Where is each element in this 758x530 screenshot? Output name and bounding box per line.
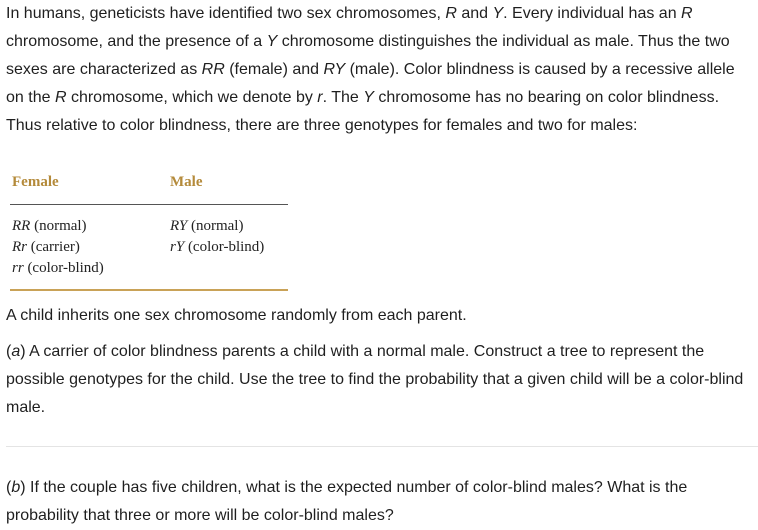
symbol: RY (323, 61, 346, 78)
question-part-a (6, 338, 756, 422)
table-rule-top (10, 204, 288, 205)
text: . Every individual has an (503, 5, 682, 22)
inheritance-statement: A child inherits one sex chromosome randomly from each parent. (6, 307, 467, 324)
text: . The (322, 89, 364, 106)
genotype: RY (170, 218, 188, 234)
text: ) If the couple has five children, what is the expected number of color-blind males? What is the probability that three or more will be color-blind males? (6, 479, 688, 524)
table-rule-bottom (10, 289, 288, 291)
question-part-b (6, 474, 756, 530)
text: (female) and (224, 61, 324, 78)
text: In humans, geneticists have identified two sex chromosomes, (6, 5, 446, 22)
female-genotype-normal (12, 216, 87, 237)
text: chromosome has no bearing on color blindness. Thus relative to color blindness, there are three genotypes for females and two for males: (6, 89, 720, 134)
genotype-label: (color-blind) (184, 239, 265, 255)
symbol: R (681, 5, 693, 22)
symbol: R (445, 5, 457, 22)
genotype-label: (carrier) (27, 239, 80, 255)
text: (male). Color blindness is caused by a recessive allele on the (6, 61, 735, 106)
section-divider (6, 446, 758, 447)
genotype-label: (normal) (187, 218, 244, 234)
text: chromosome, and the presence of a (6, 33, 267, 50)
part-letter: a (11, 343, 21, 360)
genotype: rY (170, 239, 185, 255)
part-letter: b (11, 479, 21, 496)
text: ( (6, 343, 12, 360)
genotype: RR (12, 218, 31, 234)
text: chromosome distinguishes the individual as male. Thus the two sexes are characterized as (6, 33, 730, 78)
symbol: Y (363, 89, 374, 106)
text: chromosome, which we denote by (66, 89, 318, 106)
genotype-label: (color-blind) (23, 260, 104, 276)
text: and (456, 5, 493, 22)
female-header: Female (12, 174, 59, 190)
female-genotype-carrier (12, 237, 80, 258)
male-header: Male (170, 174, 203, 190)
symbol: Y (492, 5, 504, 22)
symbol: RR (201, 61, 225, 78)
symbol: Y (266, 33, 278, 50)
genotype: Rr (12, 239, 27, 255)
male-genotype-normal (170, 216, 243, 237)
symbol: r (317, 89, 323, 106)
intro-paragraph (6, 0, 756, 140)
text: ( (6, 479, 12, 496)
genotype: rr (12, 260, 24, 276)
genotype-label: (normal) (30, 218, 87, 234)
text: ) A carrier of color blindness parents a child with a normal male. Construct a tree to represent the possible genotypes for the child. Use the tree to find the probability that a given child will be a color-blind male. (6, 343, 744, 416)
female-genotype-color-blind (12, 258, 104, 279)
male-genotype-color-blind (170, 237, 264, 258)
symbol: R (54, 89, 67, 106)
